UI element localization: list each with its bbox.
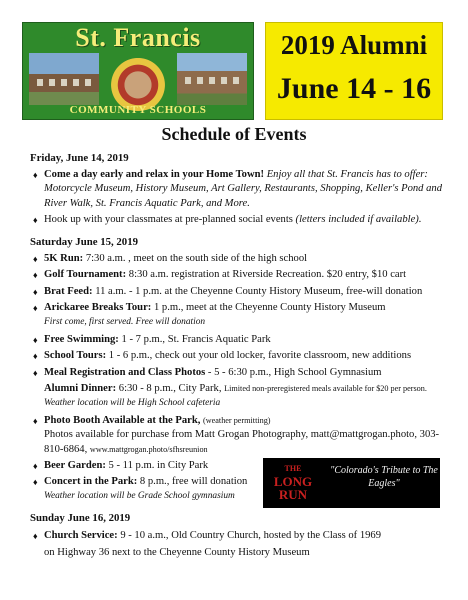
diamond-bullet-icon: ♦ xyxy=(33,416,38,427)
list-item xyxy=(30,529,450,543)
item-title: Concert in the Park: xyxy=(44,476,138,488)
item-text: - 5 - 6:30 p.m., High School Gymnasium xyxy=(207,366,382,378)
list-item xyxy=(30,475,274,489)
item-text: 1 - 6 p.m., check out your old locker, favorite classroom, new additions xyxy=(108,350,412,362)
diamond-bullet-icon: ♦ xyxy=(33,351,38,362)
school-building-photo-left xyxy=(29,53,99,105)
school-name: St. Francis xyxy=(75,23,201,52)
item-title: Alumni Dinner: xyxy=(44,382,117,394)
diamond-bullet-icon: ♦ xyxy=(33,214,38,225)
list-item xyxy=(30,168,450,211)
item-note: Weather location will be Grade School gymnasium xyxy=(44,491,235,502)
diamond-bullet-icon: ♦ xyxy=(33,170,38,181)
item-title: Beer Garden: xyxy=(44,459,106,471)
list-item-continued xyxy=(30,428,450,456)
list-item xyxy=(30,285,450,299)
ad-tagline: "Colorado's Tribute to The Eagles" xyxy=(330,465,438,489)
item-text: Enjoy all that St. Francis has to offer: Motorcycle Museum, History Museum, Art Gallery, Restaurants, Shopping, Keller's Pond and River Walk, St. Francis Aquatic Park, and More. xyxy=(44,169,443,209)
item-text: 5 - 11 p.m. in City Park xyxy=(108,459,209,471)
logo-name-text: LONG RUN xyxy=(273,474,313,502)
item-note: (letters included if available). xyxy=(295,213,422,225)
item-note: First come, first served. Free will donation xyxy=(44,317,206,328)
diamond-bullet-icon: ♦ xyxy=(33,530,38,541)
page-title: Schedule of Events xyxy=(161,124,307,144)
item-title: School Tours: xyxy=(44,350,107,362)
long-run-logo xyxy=(267,462,319,504)
list-item xyxy=(30,213,450,227)
list-item xyxy=(30,349,450,363)
item-title: Arickaree Breaks Tour: xyxy=(44,301,152,313)
item-title: Golf Tournament: xyxy=(44,269,127,281)
item-text: 1 p.m., meet at the Cheyenne County History Museum xyxy=(153,301,386,313)
event-banner xyxy=(265,22,443,120)
item-text: Photos available for purchase from Matt Grogan Photography, matt@mattgrogan.photo, 303-810-6864, xyxy=(44,429,440,455)
diamond-bullet-icon: ♦ xyxy=(33,270,38,281)
school-banner xyxy=(22,22,254,120)
list-item xyxy=(30,459,264,473)
item-small-text: www.mattgrogan.photo/sfhsreunion xyxy=(89,444,208,454)
day-heading-friday: Friday, June 14, 2019 xyxy=(30,152,129,164)
list-item xyxy=(30,252,450,266)
long-run-ad xyxy=(263,458,440,508)
item-title: Come a day early and relax in your Home Town! xyxy=(44,169,265,181)
diamond-bullet-icon: ♦ xyxy=(33,477,38,488)
item-text: 1 - 7 p.m., St. Francis Aquatic Park xyxy=(121,334,271,346)
item-text: 6:30 - 8 p.m., City Park, xyxy=(118,382,222,394)
diamond-bullet-icon: ♦ xyxy=(33,254,38,265)
item-title: Meal Registration and Class Photos xyxy=(44,366,206,378)
item-note: Weather location will be High School cafeteria xyxy=(44,398,221,409)
event-dates: June 14 - 16 xyxy=(276,72,432,105)
school-building-photo-right xyxy=(177,53,247,105)
diamond-bullet-icon: ♦ xyxy=(33,367,38,378)
item-text: 7:30 a.m. , meet on the south side of the high school xyxy=(85,253,308,265)
item-small-text: Limited non-preregistered meals available for $20 per person. xyxy=(224,383,427,393)
diamond-bullet-icon: ♦ xyxy=(33,460,38,471)
item-title: 5K Run: xyxy=(44,253,84,265)
item-text: 11 a.m. - 1 p.m. at the Cheyenne County History Museum, free-will donation xyxy=(95,285,423,297)
event-title: 2019 Alumni xyxy=(280,30,428,60)
list-item xyxy=(30,333,450,347)
item-text: Hook up with your classmates at pre-planned social events xyxy=(44,213,293,225)
diamond-bullet-icon: ♦ xyxy=(33,302,38,313)
list-item xyxy=(30,414,344,428)
diamond-bullet-icon: ♦ xyxy=(33,335,38,346)
mascot-logo-icon xyxy=(107,53,169,111)
diamond-bullet-icon: ♦ xyxy=(33,286,38,297)
item-small-text: (weather permitting) xyxy=(203,416,271,426)
day-heading-saturday: Saturday June 15, 2019 xyxy=(30,236,138,249)
school-subtitle: COMMUNITY SCHOOLS xyxy=(69,104,207,116)
item-title: Brat Feed: xyxy=(44,285,93,297)
item-text: 8:30 a.m. registration at Riverside Recreation. $20 entry, $10 cart xyxy=(128,269,407,281)
item-text-continued: on Highway 36 next to the Cheyenne County History Museum xyxy=(44,546,310,558)
item-text: 9 - 10 a.m., Old Country Church, hosted by the Class of 1969 xyxy=(120,529,382,541)
item-title: Free Swimming: xyxy=(44,334,119,346)
list-item xyxy=(30,366,450,380)
day-heading-sunday: Sunday June 16, 2019 xyxy=(30,512,131,525)
item-text: 8 p.m., free will donation xyxy=(139,476,248,488)
item-title: Photo Booth Available at the Park, xyxy=(44,415,201,427)
dinner-line xyxy=(30,382,450,396)
logo-the-text: THE xyxy=(284,464,302,473)
list-item xyxy=(30,268,450,282)
list-item xyxy=(30,301,450,315)
item-title: Church Service: xyxy=(44,529,118,541)
